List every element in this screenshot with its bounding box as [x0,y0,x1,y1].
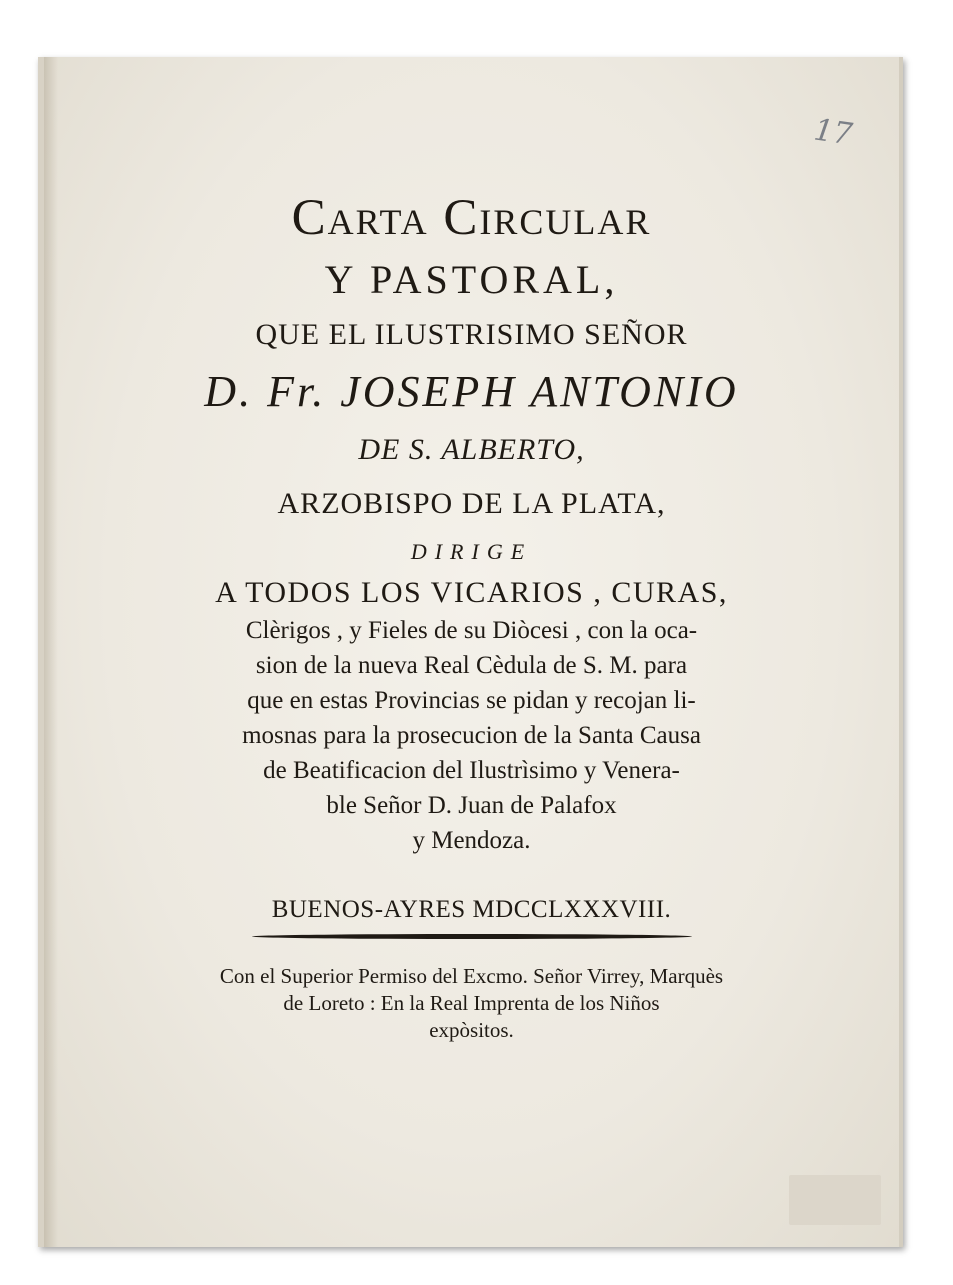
title-line-carta-circular: Carta Circular [291,190,652,246]
title-line-dirige: DIRIGE [410,539,533,564]
title-line-ilustrisimo: QUE EL ILUSTRISIMO SEÑOR [255,318,688,351]
title-line-alberto: DE S. ALBERTO, [358,433,585,466]
imprint-place-date: BUENOS-AYRES MDCCLXXXVIII. [271,896,672,923]
permiso-line: Con el Superior Permiso del Excmo. Señor Virrey, Marquès [219,964,724,988]
title-line-vicarios: A TODOS LOS VICARIOS , CURAS, [215,576,728,609]
body-line: mosnas para la prosecucion de la Santa Causa [242,722,701,749]
title-page-text [104,185,839,1044]
body-text [104,613,839,858]
document-page [38,57,903,1247]
handwritten-page-number: 17 [811,112,855,153]
title-line-arzobispo: ARZOBISPO DE LA PLATA, [277,487,666,520]
permiso-line: de Loreto : En la Real Imprenta de los Niños [283,991,660,1015]
body-line: que en estas Provincias se pidan y recojan li- [247,687,696,714]
body-line: ble Señor D. Juan de Palafox [326,792,617,819]
title-line-author-name: D. Fr. JOSEPH ANTONIO [204,367,739,416]
body-line: y Mendoza. [412,827,531,854]
page-edge-wear [44,57,58,1247]
permiso-line: expòsitos. [429,1018,514,1042]
decorative-rule [252,934,692,939]
body-line: sion de la nueva Real Cèdula de S. M. para [255,652,688,679]
title-line-pastoral: Y PASTORAL, [324,257,619,302]
printer-permission [104,963,839,1044]
body-line: de Beatificacion del Ilustrìsimo y Venera- [263,757,680,784]
body-line: Clèrigos , y Fieles de su Diòcesi , con la oca- [245,617,698,644]
price-sticker-remnant [789,1175,881,1225]
